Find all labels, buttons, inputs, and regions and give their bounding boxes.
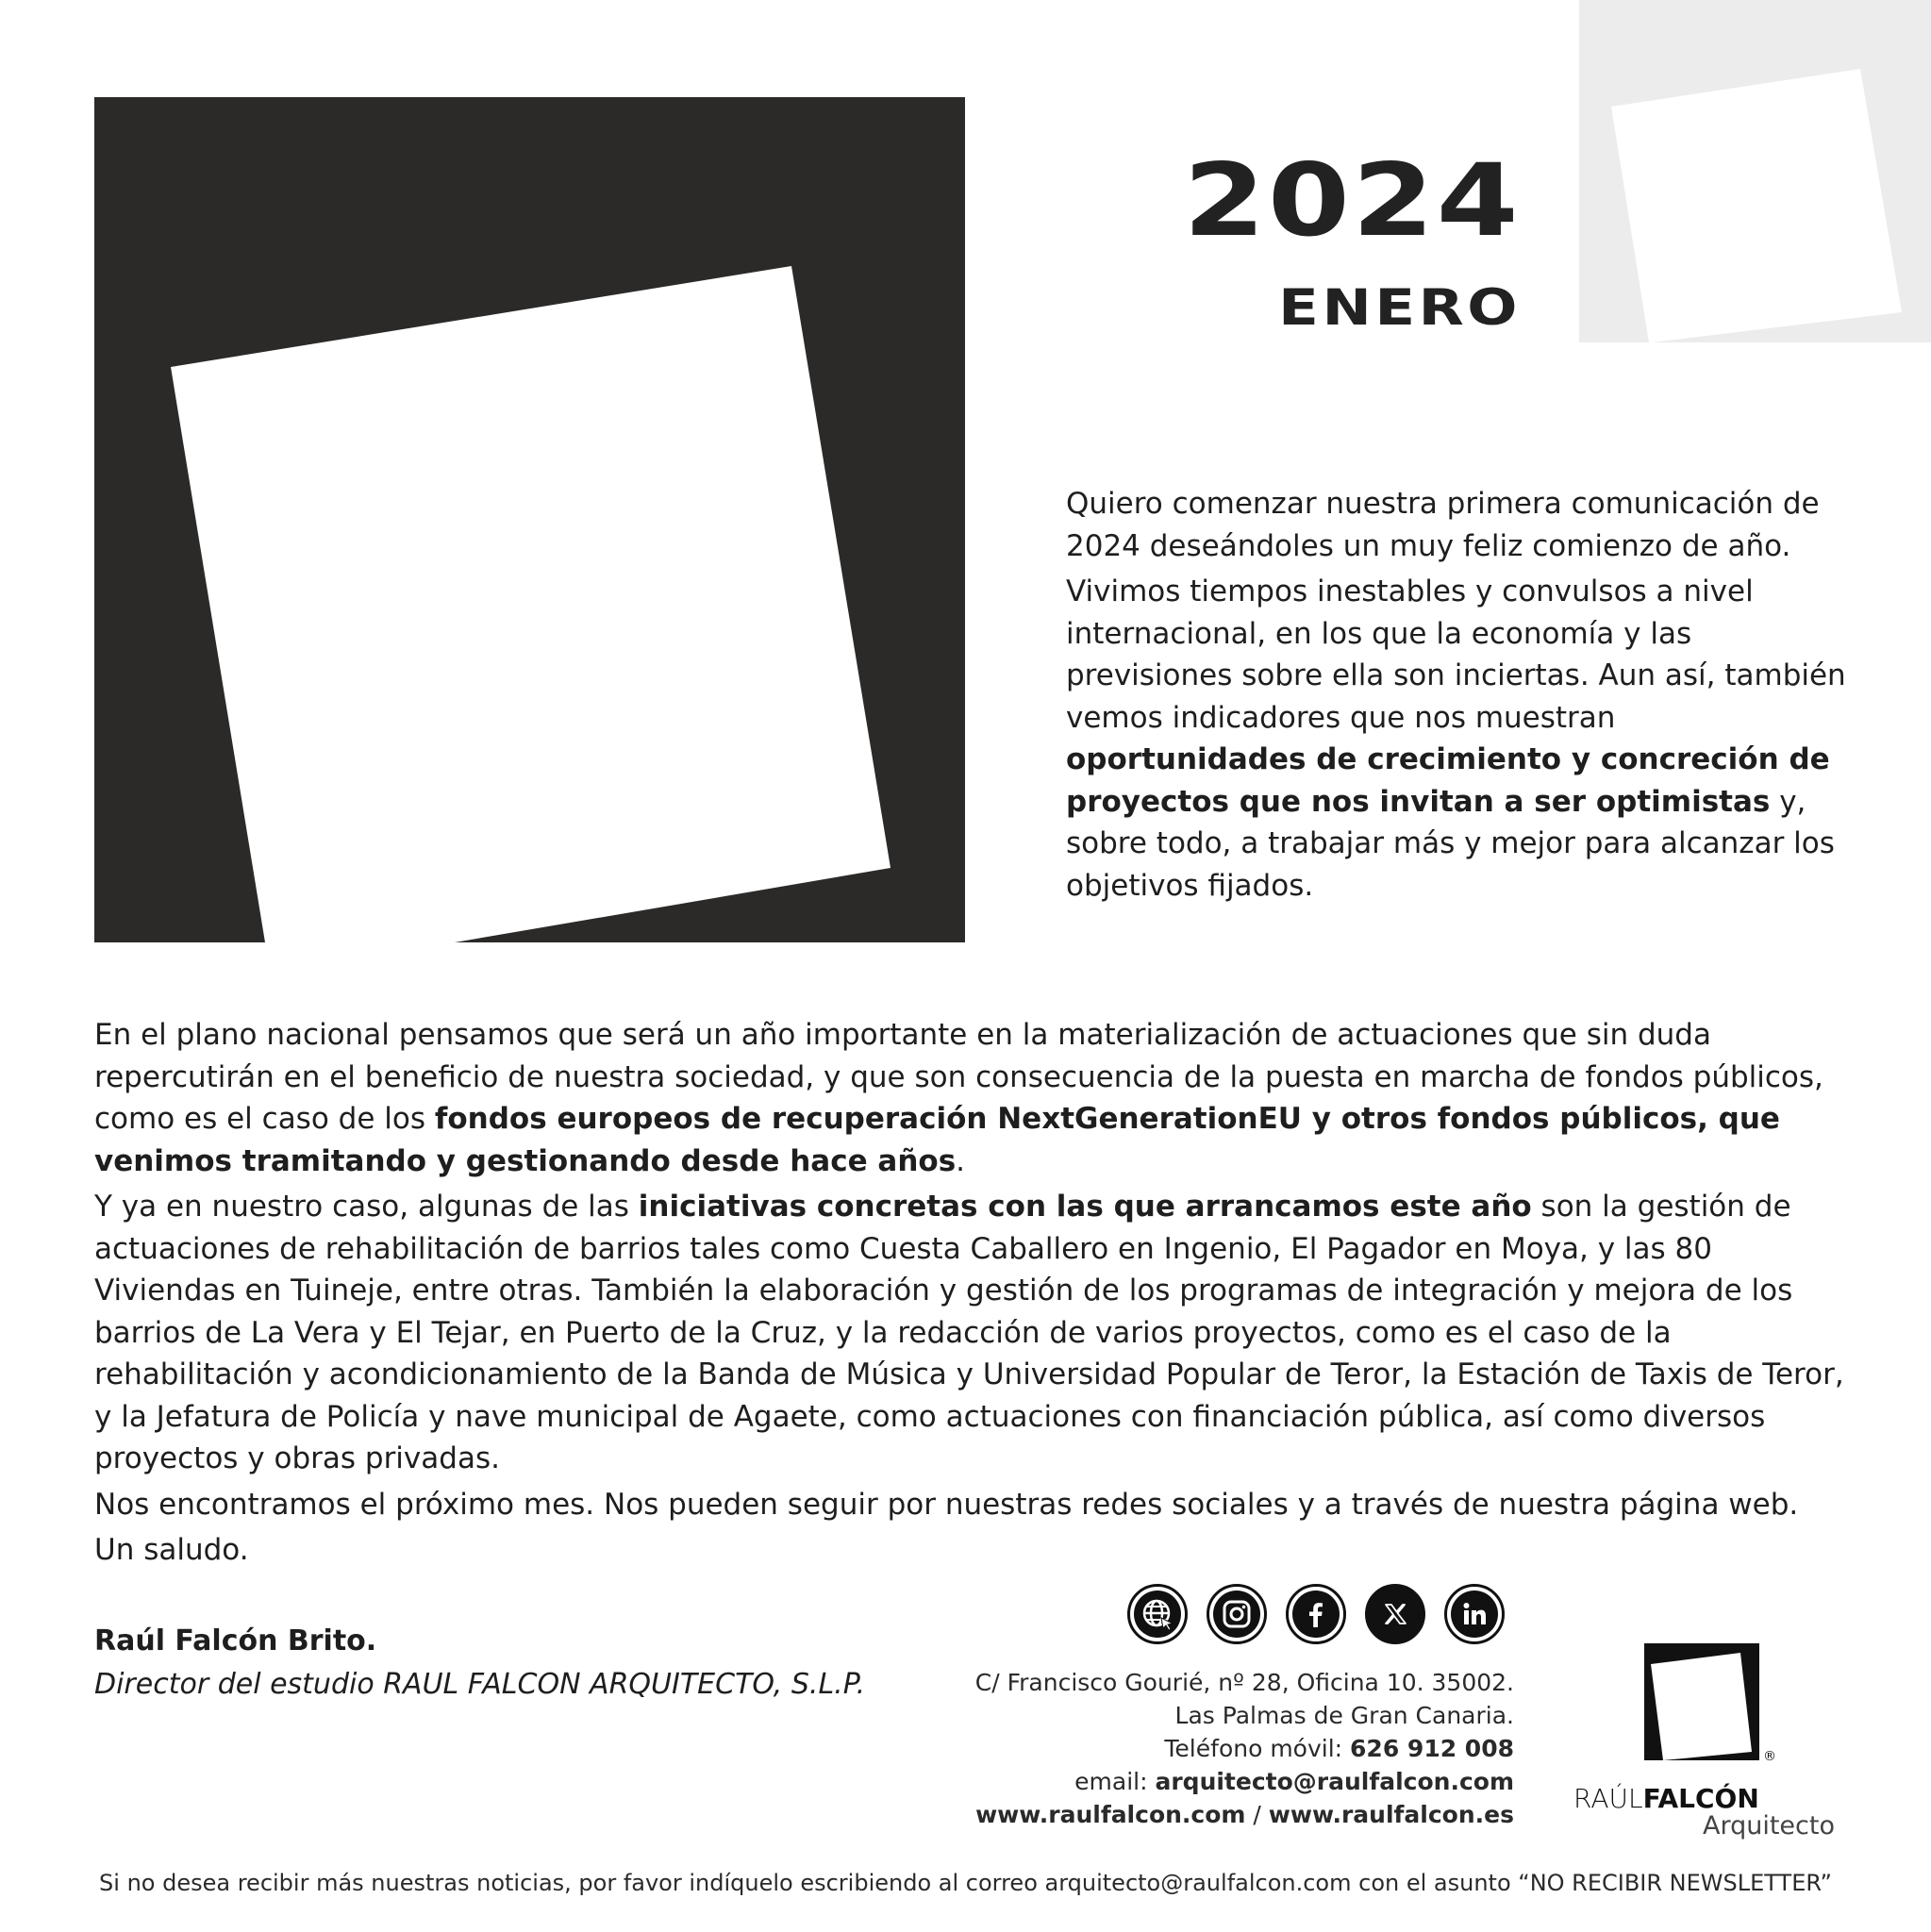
company-logo[interactable] — [1571, 1643, 1844, 1841]
intro-text-span: y, sobre todo, a trabajar más y mejor para alcanzar los objetivos fijados. — [1066, 784, 1835, 903]
body-paragraph-4: Un saludo. — [94, 1533, 249, 1567]
website-link-com[interactable]: www.raulfalcon.com — [975, 1801, 1246, 1828]
intro-paragraph-1: Quiero comenzar nuestra primera comunicación de 2024 deseándoles un muy feliz comienzo de año. — [1066, 487, 1820, 563]
facebook-icon[interactable] — [1286, 1584, 1346, 1644]
year-title: 2024 — [1183, 142, 1521, 258]
web-separator: / — [1245, 1801, 1269, 1828]
signature-name: Raúl Falcón Brito. — [94, 1624, 377, 1657]
unsubscribe-note: Si no desea recibir más nuestras noticias, por favor indíquelo escribiendo al correo arquitecto@raulfalcon.com con el asunto “NO RECIBIR NEWSLETTER” — [99, 1870, 1832, 1896]
intro-text — [1066, 483, 1849, 910]
web-line — [943, 1798, 1514, 1831]
logo-name-bold: FALCÓN — [1642, 1783, 1759, 1814]
address-line-2: Las Palmas de Gran Canaria. — [1174, 1702, 1514, 1729]
body-text — [94, 1014, 1849, 1575]
email-line — [943, 1765, 1514, 1798]
phone-number[interactable]: 626 912 008 — [1350, 1735, 1514, 1762]
intro-paragraph-2 — [1066, 571, 1849, 907]
registered-mark: ® — [1763, 1749, 1776, 1764]
logo-subtitle: Arquitecto — [1703, 1811, 1835, 1840]
x-icon[interactable] — [1365, 1584, 1425, 1644]
email-link[interactable]: arquitecto@raulfalcon.com — [1155, 1768, 1514, 1795]
logo-name — [1573, 1782, 1759, 1814]
body-bold-span: iniciativas concretas con las que arrancamos este año — [638, 1190, 1532, 1224]
hero-graphic — [94, 97, 965, 942]
body-paragraph-3: Nos encontramos el próximo mes. Nos pueden seguir por nuestras redes sociales y a través de nuestra página web. — [94, 1487, 1799, 1522]
web-globe-icon[interactable] — [1127, 1584, 1188, 1644]
email-label: email: — [1074, 1768, 1156, 1795]
month-title: ENERO — [1278, 279, 1521, 337]
intro-text-span: Vivimos tiempos inestables y convulsos a nivel internacional, en los que la economía y las previsiones sobre ella son inciertas. Aun así, también vemos indicadores que nos muestran — [1066, 575, 1846, 735]
phone-label: Teléfono móvil: — [1164, 1735, 1351, 1762]
logo-name-light: RAÚL — [1573, 1783, 1643, 1814]
instagram-icon[interactable] — [1207, 1584, 1267, 1644]
body-bold-span: fondos europeos de recuperación NextGenerationEU y otros fondos públicos, que venimos tramitando y gestionando desde hace años — [94, 1102, 1780, 1178]
body-text-span: son la gestión de actuaciones de rehabilitación de barrios tales como Cuesta Caballero en Ingenio, El Pagador en Moya, y las 80 Viviendas en Tuineje, entre otras. También la elaboración y gestión de los programas de integración y mejora de los barrios de La Vera y El Tejar, en Puerto de la Cruz, y la redacción de varios proyectos, como es el caso de la rehabilitación y acondicionamiento de la Banda de Música y Universidad Popular de Teror, la Estación de Taxis de Teror, y la Jefatura de Policía y nave municipal de Agaete, como actuaciones con financiación pública, así como diversos proyectos y obras privadas. — [94, 1190, 1844, 1475]
phone-line — [943, 1732, 1514, 1765]
body-paragraph-1 — [94, 1014, 1849, 1182]
body-text-span: . — [956, 1143, 966, 1178]
intro-bold-span: oportunidades de crecimiento y concreción de proyectos que nos invitan a ser optimistas — [1066, 742, 1830, 819]
address-line-1: C/ Francisco Gourié, nº 28, Oficina 10. 35002. — [974, 1669, 1514, 1696]
linkedin-icon[interactable] — [1444, 1584, 1505, 1644]
corner-decoration — [1579, 0, 1931, 342]
website-link-es[interactable]: www.raulfalcon.es — [1268, 1801, 1514, 1828]
hero-white-square — [171, 266, 891, 942]
body-text-span: Y ya en nuestro caso, algunas de las — [94, 1190, 639, 1224]
signature-role: Director del estudio RAUL FALCON ARQUITECTO, S.L.P. — [94, 1668, 866, 1701]
contact-block — [943, 1666, 1514, 1831]
body-paragraph-2 — [94, 1186, 1849, 1480]
social-icons — [1127, 1584, 1505, 1644]
body-text-span: En el plano nacional pensamos que será un año importante en la materialización de actuaciones que sin duda repercutirán en el beneficio de nuestra sociedad, y que son consecuencia de la puesta en marcha de fondos públicos, como es el caso de los — [94, 1018, 1823, 1136]
